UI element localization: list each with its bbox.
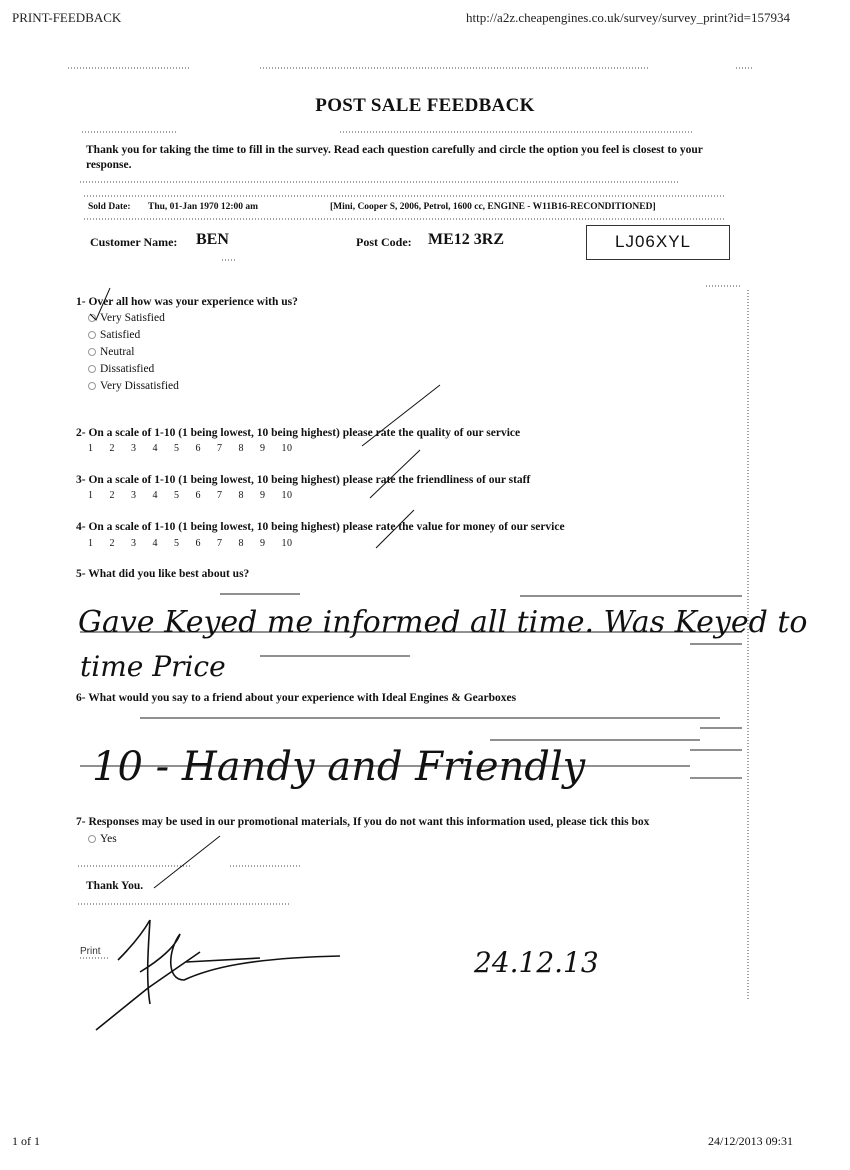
print-title: PRINT-FEEDBACK [12,10,122,25]
sold-date-label: Sold Date: [88,202,131,212]
scale-option[interactable]: 8 [238,443,244,454]
q5-handwritten-answer-line2: time Price [80,650,226,683]
scale-option[interactable]: 4 [152,443,158,454]
scale-option[interactable]: 10 [281,490,293,501]
customer-name-label: Customer Name: [90,235,178,249]
scale-option[interactable]: 5 [174,443,180,454]
scale-option[interactable]: 2 [109,538,115,549]
print-timestamp: 24/12/2013 09:31 [708,1134,794,1148]
scale-option[interactable]: 8 [238,538,244,549]
question-7: 7- Responses may be used in our promotional materials, If you do not want this information used, please tick this box [76,816,650,828]
scale-option[interactable]: 5 [174,538,180,549]
sold-date-value: Thu, 01-Jan 1970 12:00 am [148,202,259,212]
scale-option[interactable]: 9 [260,490,266,501]
q5-handwritten-answer-line1: Gave Keyed me informed all time. Was Keyed to [78,605,808,640]
registration-value: LJ06XYL [615,232,691,251]
postcode-label: Post Code: [356,235,412,249]
scale-option[interactable]: 4 [152,538,158,549]
question-1: 1- Over all how was your experience with us? [76,296,298,308]
scale-option[interactable]: 3 [131,490,137,501]
scale-option[interactable]: 7 [217,443,223,454]
question-3: 3- On a scale of 1-10 (1 being lowest, 10 being highest) please rate the friendliness of our staff [76,474,531,486]
intro-text: Thank you for taking the time to fill in the survey. Read each question carefully and circle the option you feel is closest to your response. [86,144,703,171]
q1-option-very-satisfied[interactable]: Very Satisfied [88,312,165,324]
scale-option[interactable]: 6 [195,490,201,501]
scale-option[interactable]: 1 [88,443,94,454]
scale-option[interactable]: 2 [109,490,115,501]
dotted-rules [68,68,752,1000]
scale-option[interactable]: 2 [109,443,115,454]
scale-option[interactable]: 5 [174,490,180,501]
scale-option[interactable]: 9 [260,443,266,454]
scale-option[interactable]: 1 [88,538,94,549]
scale-option[interactable]: 1 [88,490,94,501]
print-label: Print [80,946,101,957]
q1-option-neutral[interactable]: Neutral [88,346,134,358]
signature [96,920,340,1030]
question-2: 2- On a scale of 1-10 (1 being lowest, 10 being highest) please rate the quality of our service [76,427,521,439]
question-4: 4- On a scale of 1-10 (1 being lowest, 10 being highest) please rate the value for money of our service [76,521,565,533]
question-5: 5- What did you like best about us? [76,568,250,580]
scale-option[interactable]: 3 [131,443,137,454]
scale-option[interactable]: 6 [195,443,201,454]
scale-option[interactable]: 6 [195,538,201,549]
scale-option[interactable]: 10 [281,443,293,454]
scale-option[interactable]: 7 [217,538,223,549]
page-title: POST SALE FEEDBACK [315,95,535,116]
scale-option[interactable]: 8 [238,490,244,501]
q6-handwritten-answer: 10 - Handy and Friendly [92,744,586,790]
question-6: 6- What would you say to a friend about your experience with Ideal Engines & Gearboxes [76,692,517,704]
scale-option[interactable]: 7 [217,490,223,501]
q1-option-satisfied[interactable]: Satisfied [88,329,140,341]
vehicle-description: [Mini, Cooper S, 2006, Petrol, 1600 cc, ENGINE - W11B16-RECONDITIONED] [330,202,656,212]
signed-date: 24.12.13 [474,946,599,979]
postcode-value: ME12 3RZ [428,231,504,248]
scale-option[interactable]: 3 [131,538,137,549]
tick-marks [90,288,440,888]
thank-you: Thank You. [86,880,144,892]
customer-name-value: BEN [196,231,229,248]
q1-option-very-dissatisfied[interactable]: Very Dissatisfied [88,380,179,392]
page-count: 1 of 1 [12,1134,40,1148]
q7-option-yes[interactable]: Yes [88,833,117,845]
q1-option-dissatisfied[interactable]: Dissatisfied [88,363,154,375]
source-url: http://a2z.cheapengines.co.uk/survey/survey_print?id=157934 [466,10,790,25]
scale-option[interactable]: 9 [260,538,266,549]
scale-option[interactable]: 10 [281,538,293,549]
scale-option[interactable]: 4 [152,490,158,501]
